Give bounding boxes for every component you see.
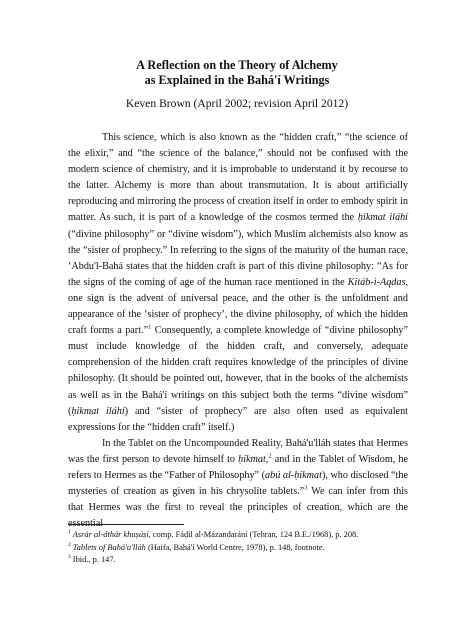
footnote-title: Asrár al-áthár khuṣúṣí <box>72 530 149 539</box>
p1-italic-hikmat-ilahi: ḥikmat iláhí <box>357 212 409 224</box>
p2-text-1: In the Tablet on the Uncompounded Reality, Bahá'u'lláh states that Hermes was the first person to devote himself to <box>68 437 408 465</box>
footnote-2 <box>68 542 408 555</box>
p2-text-2: , <box>265 453 269 465</box>
title-line-1: A Reflection on the Theory of Alchemy <box>136 58 338 72</box>
p2-italic-hikmat: ḥikmat <box>238 453 266 465</box>
p1-text-1: This science, which is also known as the “hidden craft,” “the science of the elixir,” and “the science of the balance,” should not be confused with the modern science of chemistry, and it is improbable to understand it by recourse to the latter. Alchemy is more than about transmutation. It is about artificially reproducing and mirroring the process of creation itself in order to embody spirit in matter. As such, it is part of a knowledge of the cosmos termed the <box>68 132 408 224</box>
footnote-text: Ibid., p. 147. <box>72 555 116 564</box>
footnote-ref-3: 3 <box>304 484 308 492</box>
p1-text-3: , one sign is the advent of universal peace, and the other is the unfoldment and appearance of the ‘sister of prophecy’, the divine philosophy, of which the hidden craft forms a part.” <box>68 276 408 337</box>
footnote-number: 1 <box>68 529 71 536</box>
p2-text-5: We can infer from this that Hermes was the first to reveal the principles of creation, which are the essential <box>68 486 408 530</box>
document-title <box>0 58 474 88</box>
p1-italic-kitab-i-aqdas: Kitáb-i-Aqdas <box>347 276 406 288</box>
p1-text-4: Consequently, a complete knowledge of “divine philosophy” must include knowledge of the hidden craft, and conversely, adequate comprehension of the hidden craft requires knowledge of the principles of divine philosophy. (It should be pointed out, however, that in the books of the alchemists as well as in the Bahá'í writings on this subject both the terms “divine wisdom” ( <box>68 325 409 417</box>
p2-italic-abu-al-hikmat: abú al-ḥikmat <box>265 469 322 481</box>
footnote-number: 3 <box>68 554 71 561</box>
footnote-number: 2 <box>68 541 71 548</box>
title-line-2: as Explained in the Bahá'í Writings <box>144 73 330 87</box>
footnotes <box>68 529 408 567</box>
author-line: Keven Brown (April 2002; revision April 2012) <box>125 97 349 110</box>
document-body <box>68 130 408 532</box>
footnote-separator <box>68 524 184 525</box>
p2-text-3: and in the Tablet of Wisdom, he refers to Hermes as the “Father of Philosophy” ( <box>68 453 408 481</box>
footnote-3 <box>68 554 408 567</box>
footnote-title: Tablets of Bahá'u'lláh <box>72 542 146 552</box>
p2-text-4: ), who disclosed “the mysteries of creation as given in his chrysolite tablets.” <box>68 469 408 498</box>
p1-text-5: ) and “sister of prophecy” are also often used as equivalent expressions for the “hidden craft” itself.) <box>68 405 408 433</box>
p1-italic-hikmat-ilahi-2: ḥikmat iláhí <box>71 405 125 417</box>
paragraph-1 <box>68 130 408 436</box>
footnote-ref-2: 2 <box>268 452 272 460</box>
footnote-text: (Haifa, Bahá'í World Centre, 1978), p. 148, footnote. <box>145 542 325 552</box>
footnote-text: , comp. Fáḍil al-Mázandarání (Tehran, 124 B.E./1968), p. 208. <box>148 530 359 539</box>
footnote-ref-1: 1 <box>148 323 152 331</box>
p1-text-2: (“divine philosophy” or “divine wisdom”), which Muslim alchemists also know as the “sister of prophecy.” In referring to the signs of the maturity of the human race, ‘Abdu'l-Bahá states that the hidden craft is part of this divine philosophy: “As for the signs of the coming of age of the human race mentioned in the <box>68 228 408 288</box>
footnote-1 <box>68 529 408 542</box>
